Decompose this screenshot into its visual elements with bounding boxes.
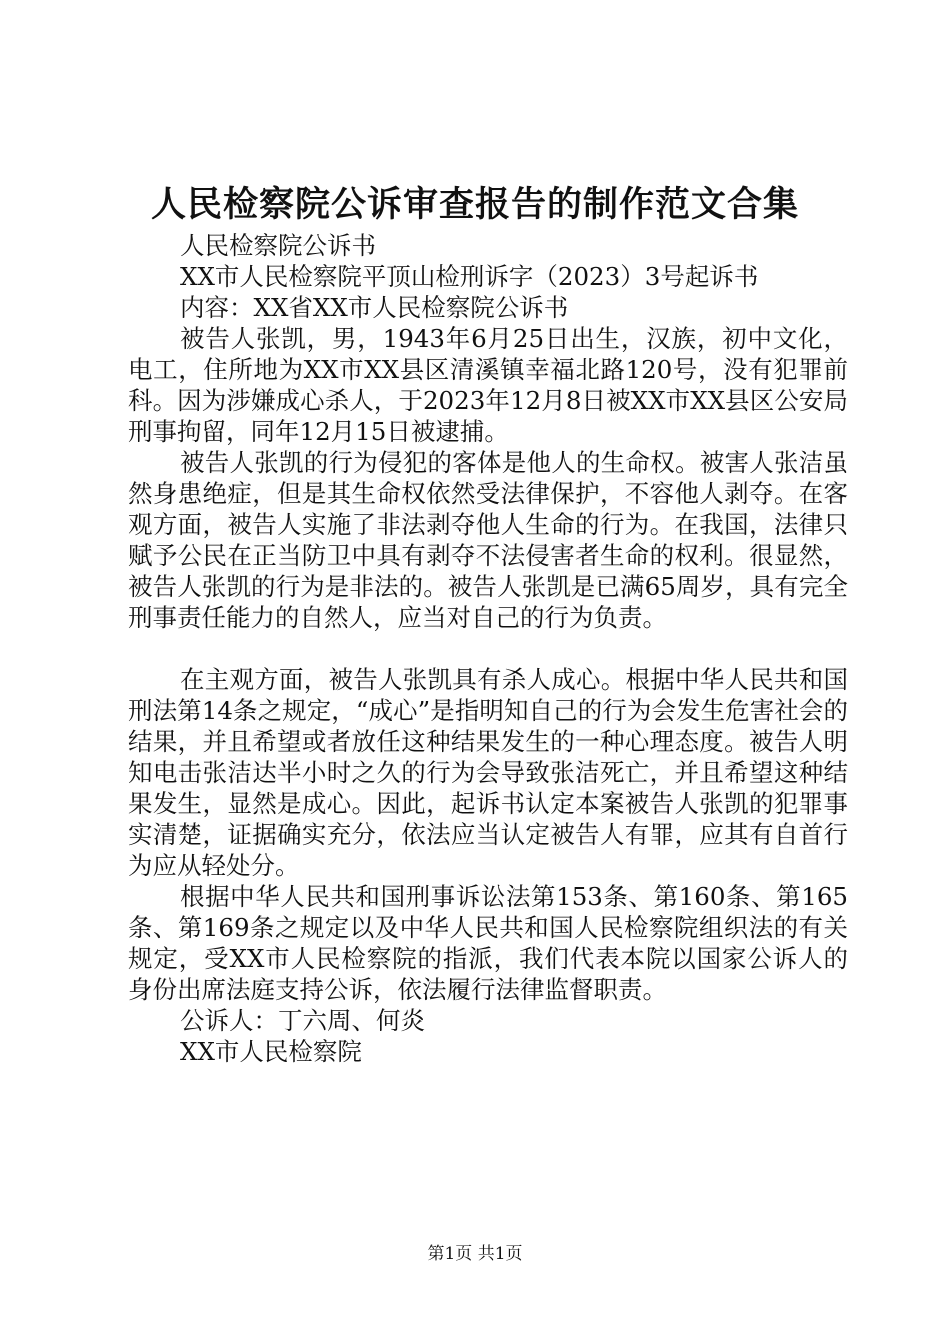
heading-line-2: XX市人民检察院平顶山检刑诉字（2023）3号起诉书	[180, 262, 759, 291]
paragraph-subjective-aspect: 在主观方面，被告人张凯具有杀人成心。根据中华人民共和国刑法第14条之规定，“成心”是指明知自己的行为会发生危害社会的结果，并且希望或者放任这种结果发生的一种心理态度。被告人明知电击张洁达半小时之久的行为会导致张洁死亡，并且希望这种结果发生，显然是成心。因此，起诉书认定本案被告人张凯的犯罪事实清楚，证据确实充分，依法应当认定被告人有罪，应其有自首行为应从轻处分。	[128, 665, 848, 880]
heading-line-1: 人民检察院公诉书	[180, 231, 376, 260]
page-footer: 第1页 共1页	[427, 1244, 523, 1264]
paragraph-object-of-crime: 被告人张凯的行为侵犯的客体是他人的生命权。被害人张洁虽然身患绝症，但是其生命权依然受法律保护，不容他人剥夺。在客观方面，被告人实施了非法剥夺他人生命的行为。在我国，法律只赋予公民在正当防卫中具有剥夺不法侵害者生命的权利。很显然，被告人张凯的行为是非法的。被告人张凯是已满65周岁，具有完全刑事责任能力的自然人，应当对自己的行为负责。	[128, 448, 848, 632]
paragraph-legal-basis: 根据中华人民共和国刑事诉讼法第153条、第160条、第165条、第169条之规定以及中华人民共和国人民检察院组织法的有关规定，受XX市人民检察院的指派，我们代表本院以国家公诉人的身份出席法庭支持公诉，依法履行法律监督职责。	[128, 882, 848, 1004]
document-title: 人民检察院公诉审查报告的制作范文合集	[150, 185, 799, 225]
paragraph-defendant-info: 被告人张凯，男，1943年6月25日出生，汉族，初中文化，电工，住所地为XX市XX县区清溪镇幸福北路120号，没有犯罪前科。因为涉嫌成心杀人，于2023年12月8日被XX市XX县区公安局刑事拘留，同年12月15日被逮捕。	[128, 324, 848, 446]
signature-office: XX市人民检察院	[180, 1037, 362, 1066]
document-body	[128, 230, 848, 1067]
heading-line-3: 内容：XX省XX市人民检察院公诉书	[180, 293, 569, 322]
signature-prosecutors: 公诉人：丁六周、何炎	[180, 1006, 425, 1035]
